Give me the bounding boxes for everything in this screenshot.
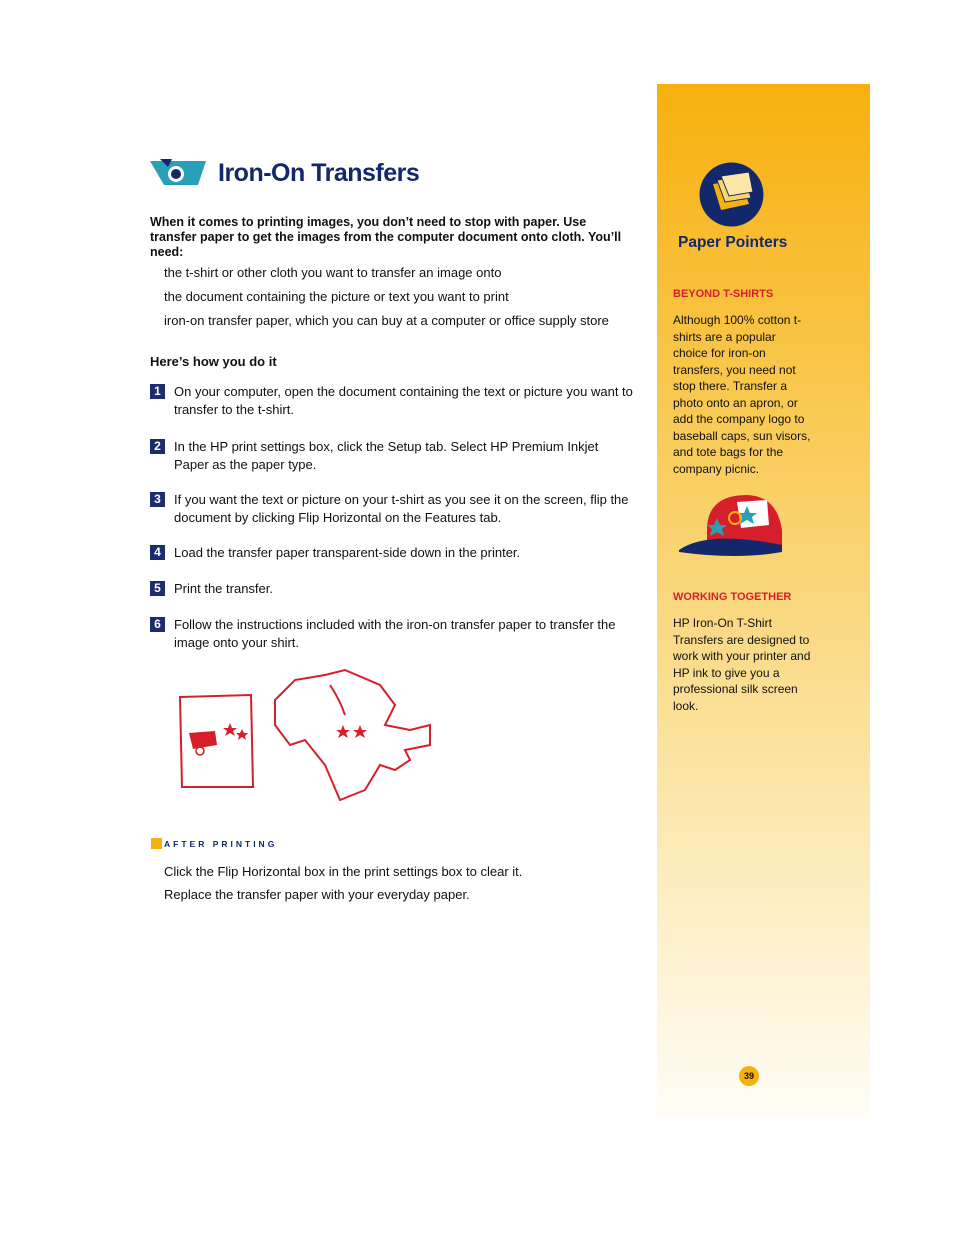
step-number: 6: [150, 617, 165, 632]
step-number: 3: [150, 492, 165, 507]
after-printing-heading: [151, 838, 277, 849]
step-number: 5: [150, 581, 165, 596]
sidebar-section-heading: WORKING TOGETHER: [673, 591, 792, 603]
list-item: the t-shirt or other cloth you want to transfer an image onto: [164, 265, 502, 280]
step-text: Follow the instructions included with the iron-on transfer paper to transfer the image onto your shirt.: [174, 617, 616, 650]
page-title: Iron-On Transfers: [218, 158, 420, 187]
tshirt-drawing: [275, 670, 430, 800]
transfer-paper-drawing: [180, 695, 253, 787]
needs-list: [164, 265, 609, 337]
step-number: 4: [150, 545, 165, 560]
step-text: Print the transfer.: [174, 581, 273, 596]
after-printing-list: [164, 864, 522, 910]
step-item: [150, 383, 636, 419]
step-item: [150, 491, 636, 527]
list-item: the document containing the picture or text you want to print: [164, 289, 509, 304]
title-row: [150, 155, 419, 191]
step-number: 2: [150, 439, 165, 454]
transfer-illustration: [175, 665, 435, 805]
step-item: [150, 438, 636, 474]
sidebar-section-heading: BEYOND T-SHIRTS: [673, 288, 774, 300]
intro-paragraph: When it comes to printing images, you don’t need to stop with paper. Use transfer paper to get the images from the computer document onto cloth. You’ll need:: [150, 215, 622, 259]
paper-pointers-icon: [699, 162, 764, 227]
step-item: [150, 616, 636, 652]
step-text: Load the transfer paper transparent-side down in the printer.: [174, 545, 521, 560]
list-item: Replace the transfer paper with your everyday paper.: [164, 887, 470, 902]
after-printing-label: AFTER PRINTING: [164, 838, 278, 849]
step-text: On your computer, open the document containing the text or picture you want to transfer to the t-shirt.: [174, 384, 633, 417]
baseball-cap-illustration: [677, 490, 787, 562]
sidebar-section-text: HP Iron-On T-Shirt Transfers are designed to work with your printer and HP ink to give you a professional silk screen look.: [673, 616, 811, 713]
step-text: If you want the text or picture on your t-shirt as you see it on the screen, flip the document by clicking Flip Horizontal on the Features tab.: [174, 492, 629, 525]
list-item: iron-on transfer paper, which you can buy at a computer or office supply store: [164, 313, 609, 328]
step-number: 1: [150, 384, 165, 399]
howto-heading: Here’s how you do it: [150, 354, 277, 369]
step-item: [150, 544, 636, 562]
list-item: Click the Flip Horizontal box in the print settings box to clear it.: [164, 864, 523, 879]
sidebar-section-text: Although 100% cotton t-shirts are a popular choice for iron-on transfers, you need not stop there. Transfer a photo onto an apron, or add the company logo to baseball caps, sun visors, and tote bags for the company picnic.: [673, 313, 811, 476]
bullet-square-icon: [151, 838, 162, 849]
sidebar-title: Paper Pointers: [678, 234, 788, 251]
step-text: In the HP print settings box, click the Setup tab. Select HP Premium Inkjet Paper as the paper type.: [174, 439, 599, 472]
page-number: 39: [739, 1066, 759, 1086]
iron-on-icon: [150, 155, 206, 191]
step-item: [150, 580, 636, 598]
